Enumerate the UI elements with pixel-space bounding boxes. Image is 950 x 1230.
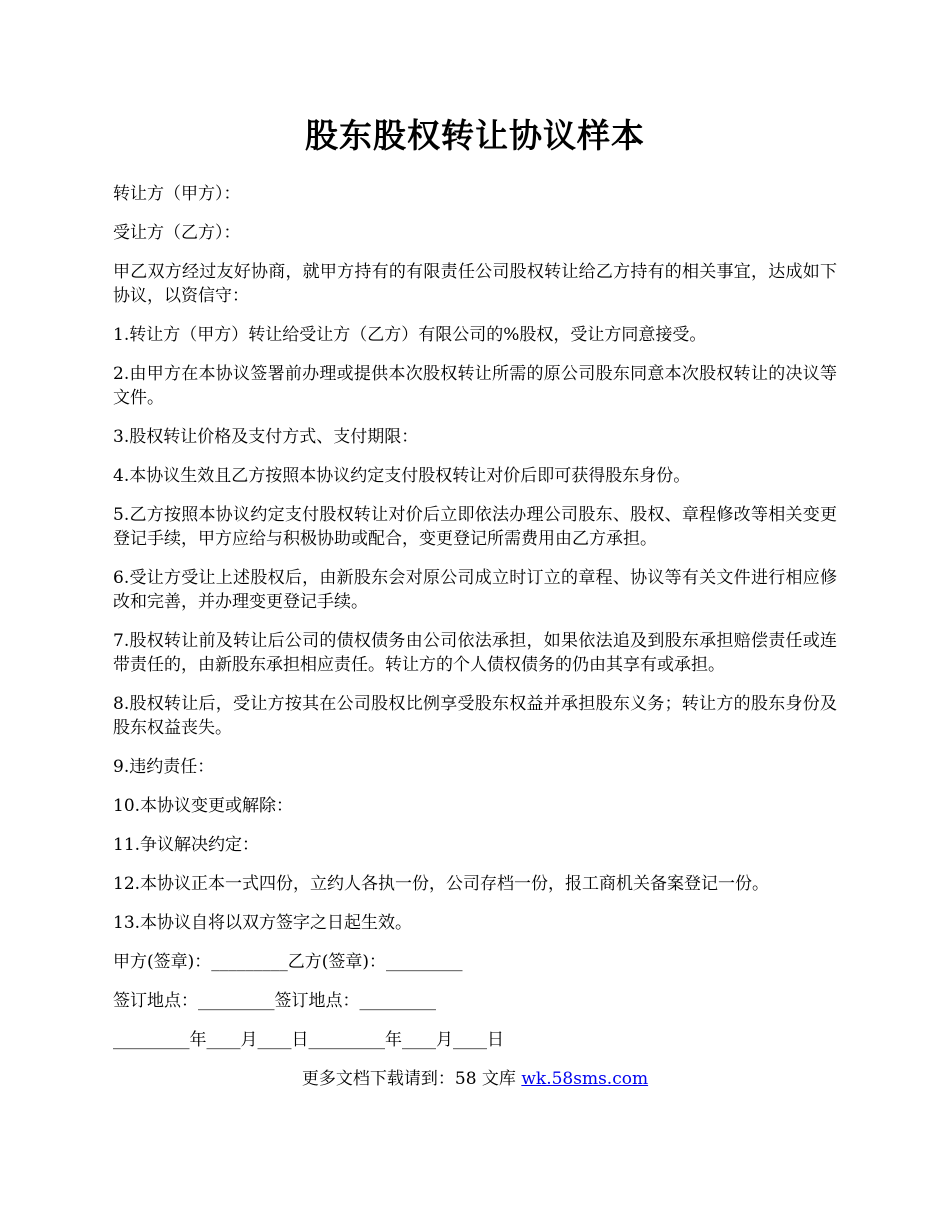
clause-7: 7.股权转让前及转让后公司的债权债务由公司依法承担，如果依法追及到股东承担赔偿责任或连带责任的，由新股东承担相应责任。转让方的个人债权债务的仍由其享有或承担。: [113, 631, 837, 675]
clause-11: 11.争议解决约定：: [113, 835, 260, 855]
clause-12: 12.本协议正本一式四份，立约人各执一份，公司存档一份，报工商机关备案登记一份。: [113, 874, 770, 894]
date-line: _________年____月____日_________年____月____日: [113, 1030, 504, 1050]
clause-6: 6.受让方受让上述股权后，由新股东会对原公司成立时订立的章程、协议等有关文件进行相应修改和完善，并办理变更登记手续。: [113, 568, 837, 612]
document-title: 股东股权转让协议样本: [305, 116, 645, 155]
footer-text: 更多文档下载请到：58 文库: [301, 1069, 522, 1089]
clause-2: 2.由甲方在本协议签署前办理或提供本次股权转让所需的原公司股东同意本次股权转让的决议等文件。: [113, 364, 837, 408]
clause-5: 5.乙方按照本协议约定支付股权转让对价后立即依法办理公司股东、股权、章程修改等相关变更登记手续，甲方应给与积极协助或配合，变更登记所需费用由乙方承担。: [113, 505, 837, 549]
clause-3: 3.股权转让价格及支付方式、支付期限：: [113, 427, 419, 447]
clause-10: 10.本协议变更或解除：: [113, 796, 294, 816]
clause-13: 13.本协议自将以双方签字之日起生效。: [113, 913, 413, 933]
signature-line: 甲方(签章)：_________乙方(签章)：_________: [113, 952, 463, 972]
clause-8: 8.股权转让后，受让方按其在公司股权比例享受股东权益并承担股东义务；转让方的股东身份及股东权益丧失。: [113, 694, 837, 738]
paragraph-preamble: 甲乙双方经过友好协商，就甲方持有的有限责任公司股权转让给乙方持有的相关事宜，达成如下协议，以资信守：: [113, 262, 837, 306]
footer: [113, 1067, 837, 1091]
paragraph-transferee: 受让方（乙方）：: [113, 223, 241, 243]
clause-1: 1.转让方（甲方）转让给受让方（乙方）有限公司的%股权，受让方同意接受。: [113, 325, 707, 345]
clause-4: 4.本协议生效且乙方按照本协议约定支付股权转让对价后即可获得股东身份。: [113, 466, 691, 486]
paragraph-transferor: 转让方（甲方）：: [113, 184, 241, 204]
clause-9: 9.违约责任：: [113, 757, 215, 777]
location-line: 签订地点：_________签订地点：_________: [113, 991, 436, 1011]
footer-link[interactable]: wk.58sms.com: [521, 1069, 649, 1089]
